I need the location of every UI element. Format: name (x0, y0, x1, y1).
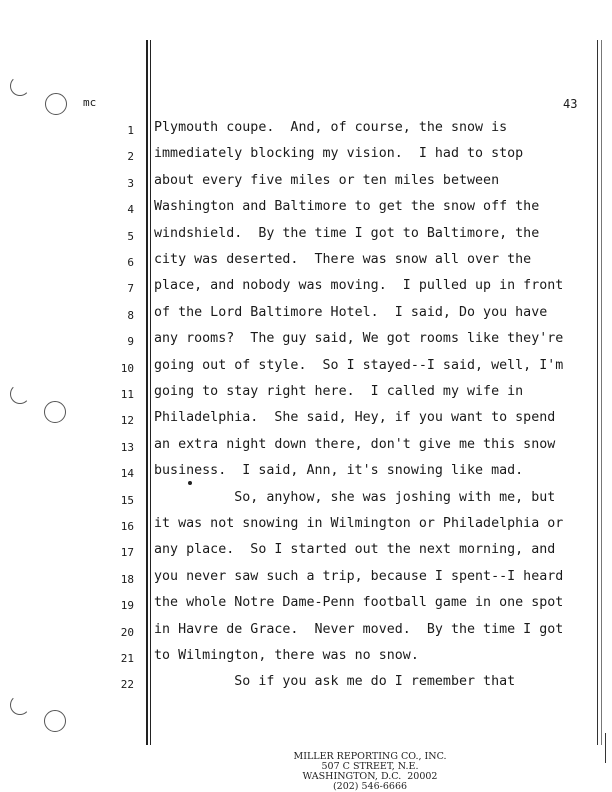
line-number: 4 (127, 203, 134, 217)
line-text: of the Lord Baltimore Hotel. I said, Do you have (154, 304, 548, 320)
line-number: 22 (120, 678, 134, 692)
line-text: to Wilmington, there was no snow. (154, 648, 419, 663)
line-number: 6 (127, 256, 134, 269)
footer-city: WASHINGTON, D.C. 20002 (302, 771, 438, 782)
line-number: 13 (120, 440, 134, 454)
line-text: Philadelphia. She said, Hey, if you want to spend (154, 410, 556, 426)
transcript-line (0, 329, 612, 355)
line-number: 17 (120, 546, 134, 560)
line-text: business. I said, Ann, it's snowing like mad. (154, 463, 524, 479)
line-text: Plymouth coupe. And, of course, the snow is (154, 120, 508, 135)
page-number: 43 (563, 97, 578, 111)
line-number: 1 (127, 124, 134, 137)
line-number: 7 (127, 282, 134, 296)
transcript-line (0, 171, 612, 197)
line-number: 10 (120, 361, 134, 375)
line-text: any place. So I started out the next morning, and (154, 542, 556, 558)
transcript-line (0, 514, 612, 540)
line-number: 21 (120, 652, 134, 665)
line-number: 18 (120, 572, 134, 586)
line-number: 20 (120, 625, 134, 639)
transcript-line (0, 540, 612, 566)
transcript-line (0, 408, 612, 434)
reporter-initials: mc (83, 96, 97, 109)
page-corner-mark (595, 733, 606, 763)
transcript-line (0, 435, 612, 461)
line-text: going out of style. So I stayed--I said, well, I'm (154, 357, 564, 373)
transcript-line (0, 250, 612, 276)
line-number: 3 (127, 176, 134, 190)
line-text: Washington and Baltimore to get the snow off the (154, 199, 540, 215)
transcript-line (0, 461, 612, 487)
footer-phone: (202) 546-6666 (332, 781, 408, 792)
transcript-line (0, 672, 612, 698)
line-text: going to stay right here. I called my wife in (154, 384, 524, 399)
line-text: the whole Notre Dame-Penn football game in one spot (154, 595, 564, 611)
binder-hole-top-arc (10, 76, 30, 96)
line-text: place, and nobody was moving. I pulled up in front (154, 278, 564, 294)
transcript-line (0, 593, 612, 619)
line-text: city was deserted. There was snow all over the (154, 252, 532, 267)
transcript-line (0, 303, 612, 329)
transcript-line (0, 382, 612, 408)
transcript-line (0, 567, 612, 593)
transcript-line (0, 276, 612, 302)
binder-hole-top (45, 93, 67, 115)
transcript-line (0, 144, 612, 170)
transcript-line (0, 118, 612, 144)
transcript-line (0, 356, 612, 382)
line-number: 15 (120, 493, 134, 507)
line-text: an extra night down there, don't give me this snow (154, 436, 556, 452)
transcript-line (0, 620, 612, 646)
line-number: 5 (127, 229, 134, 243)
line-number: 9 (127, 335, 134, 349)
transcript-line (0, 224, 612, 250)
line-text: it was not snowing in Wilmington or Philadelphia or (154, 516, 564, 531)
binder-hole-bottom (44, 710, 66, 732)
line-number: 16 (120, 520, 134, 533)
footer-company: MILLER REPORTING CO., INC. (293, 751, 447, 762)
line-number: 2 (127, 150, 134, 164)
line-number: 12 (120, 414, 134, 428)
line-text: windshield. By the time I got to Baltimore, the (154, 225, 540, 241)
transcript-line (0, 488, 612, 514)
transcript-line (0, 646, 612, 672)
line-number: 14 (120, 467, 134, 481)
line-number: 11 (120, 388, 134, 401)
line-text: any rooms? The guy said, We got rooms like they're (154, 331, 564, 347)
line-text: in Havre de Grace. Never moved. By the time I got (154, 621, 564, 637)
stray-mark (188, 481, 192, 485)
footer-street: 507 C STREET, N.E. (321, 761, 419, 772)
line-text: immediately blocking my vision. I had to stop (154, 146, 524, 162)
line-text: So if you ask me do I remember that (154, 674, 516, 690)
line-text: So, anyhow, she was joshing with me, but (154, 489, 556, 505)
line-text: you never saw such a trip, because I spent--I heard (154, 568, 564, 584)
reporter-footer (240, 751, 500, 792)
line-number: 8 (127, 308, 134, 322)
transcript-line (0, 197, 612, 223)
line-text: about every five miles or ten miles between (154, 172, 500, 188)
line-number: 19 (120, 599, 134, 613)
